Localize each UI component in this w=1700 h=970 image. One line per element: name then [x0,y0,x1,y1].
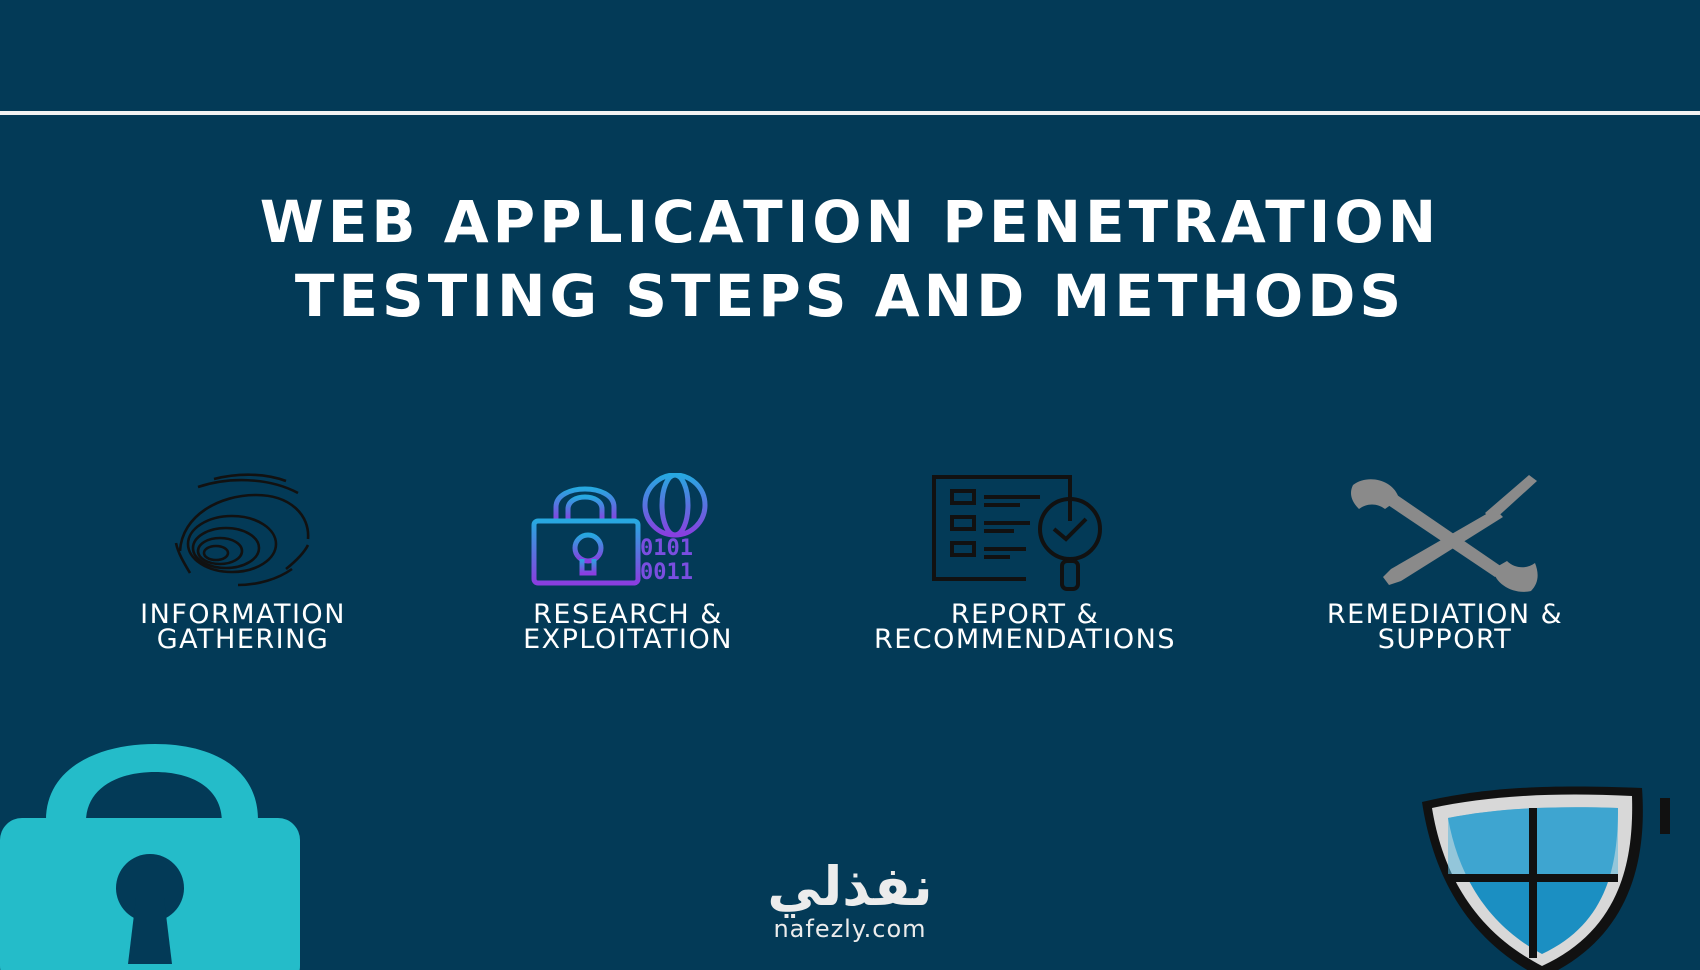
lock-globe-binary-icon [418,468,838,598]
page-title-line-2: TESTING STEPS AND METHODS [294,262,1406,330]
step-label-line-1: REPORT & [950,599,1100,630]
step-label-line-2: SUPPORT [1377,624,1513,655]
step-report-recommendations [815,468,1235,655]
brand-logo: نفذلي [767,855,933,918]
page-title-line-1: WEB APPLICATION PENETRATION [259,188,1441,256]
step-remediation-support [1235,468,1655,655]
svg-text:0101: 0101 [640,536,693,561]
step-label-line-2: RECOMMENDATIONS [873,624,1176,655]
step-label-line-2: EXPLOITATION [523,624,733,655]
step-label-line-1: INFORMATION [140,599,346,630]
fingerprint-icon [33,468,453,598]
step-label [33,599,453,655]
step-label [815,599,1235,655]
step-research-exploitation [418,468,838,655]
padlock-icon [0,740,310,970]
wrench-screwdriver-icon [1235,468,1655,598]
top-divider [0,111,1700,115]
step-label-line-2: GATHERING [156,624,330,655]
brand-url: nafezly.com [773,915,927,943]
step-label [1235,599,1655,655]
checklist-magnifier-icon [815,468,1235,598]
step-label-line-1: REMEDIATION & [1326,599,1564,630]
page-title [0,185,1700,333]
shield-icon [1402,778,1700,970]
step-label-line-1: RESEARCH & [533,599,723,630]
step-label [418,599,838,655]
brand-watermark [700,855,1000,943]
step-information-gathering [33,468,453,655]
svg-text:0011: 0011 [640,560,693,585]
